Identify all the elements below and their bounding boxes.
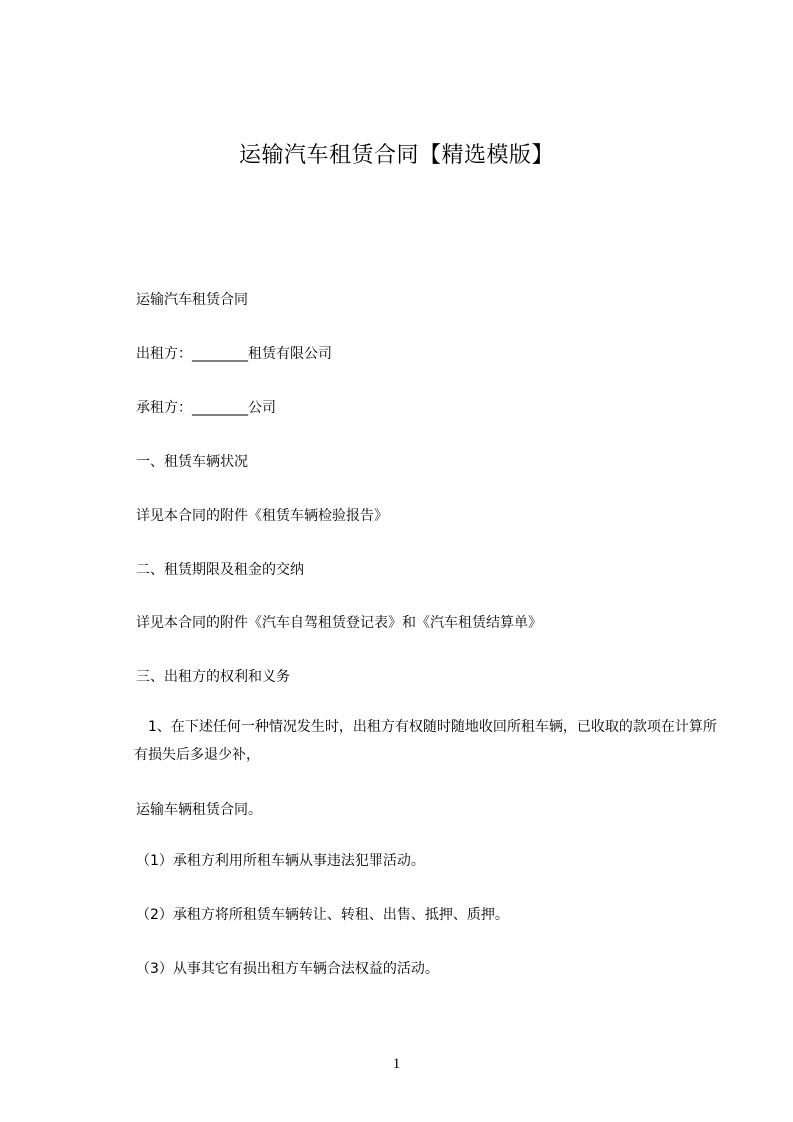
section-heading-3: 三、出租方的权利和义务 (136, 669, 290, 685)
section-heading-2: 二、租赁期限及租金的交纳 (136, 562, 304, 578)
section-heading-1: 一、租赁车辆状况 (136, 454, 248, 470)
section-text-1: 详见本合同的附件《租赁车辆检验报告》 (136, 508, 388, 524)
lessor-line: 出租方：________租赁有限公司 (136, 346, 332, 362)
page-number: 1 (392, 1056, 401, 1072)
document-title: 运输汽车租赁合同【精选模版】 (238, 143, 554, 168)
clause-1: 1、在下述任何一种情况发生时，出租方有权随时随地收回所租车辆，已收取的款项在计算所有损失后多退少补， (134, 719, 717, 763)
clause-item-2: （2）承租方将所租赁车辆转让、转租、出售、抵押、质押。 (136, 907, 509, 923)
contract-heading: 运输汽车租赁合同 (136, 292, 248, 308)
clause-item-3: （3）从事其它有损出租方车辆合法权益的活动。 (136, 961, 439, 977)
section-text-2: 详见本合同的附件《汽车自驾租赁登记表》和《汽车租赁结算单》 (136, 615, 542, 631)
note-line: 运输车辆租赁合同。 (136, 802, 262, 818)
clause-item-1: （1）承租方利用所租车辆从事违法犯罪活动。 (136, 853, 425, 869)
lessee-line: 承租方：________公司 (136, 400, 276, 416)
